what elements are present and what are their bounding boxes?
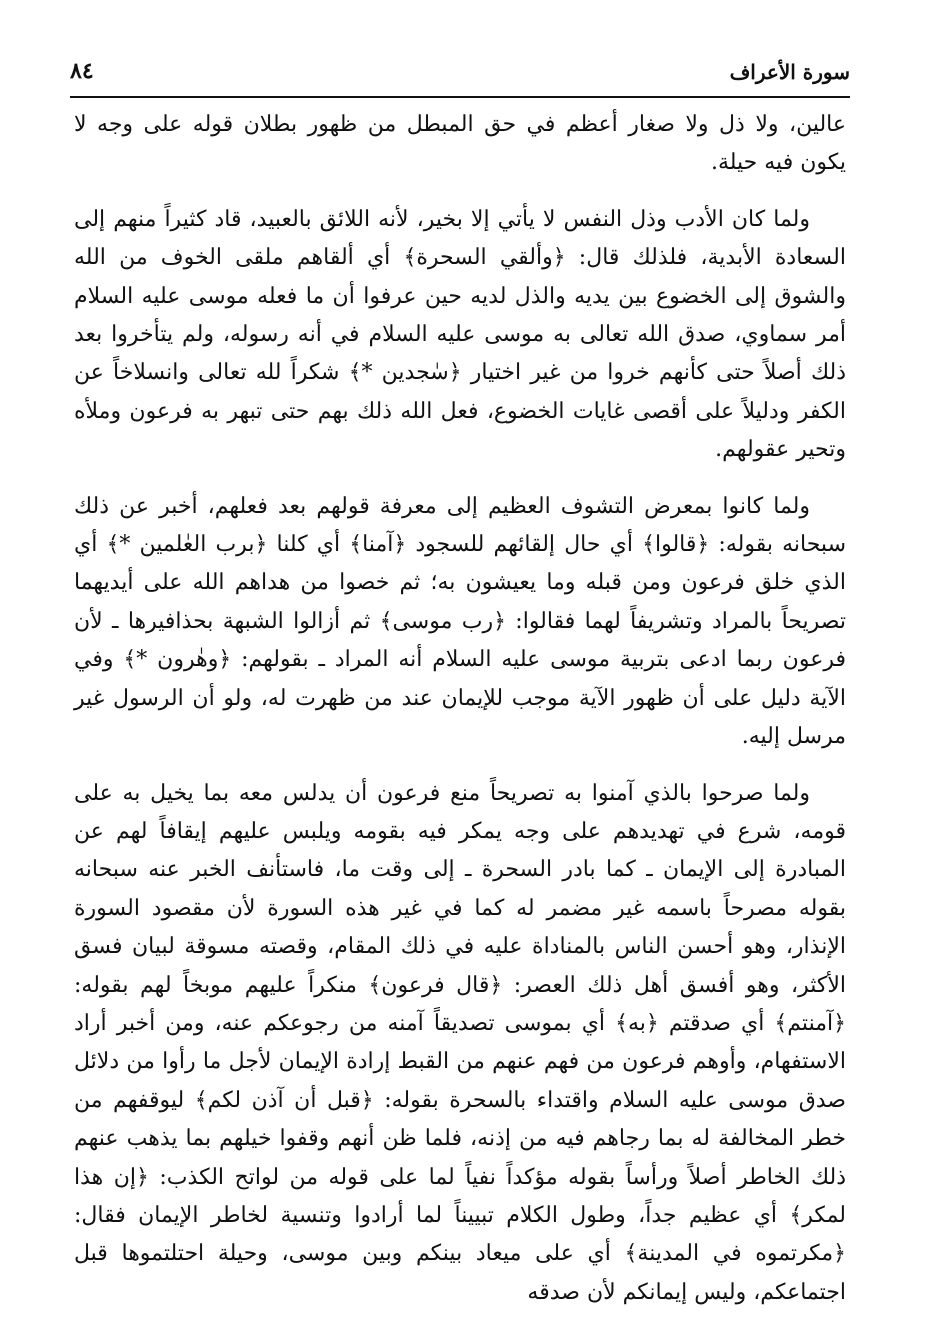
- paragraph: ولما كانوا بمعرض التشوف العظيم إلى معرفة قولهم بعد فعلهم، أخبر عن ذلك سبحانه بقوله: ﴿قالوا﴾ أي حال إلقائهم للسجود ﴿آمنا﴾ أي كلنا ﴿برب العٰلمين *﴾ أي الذي خلق فرعون ومن قبله وما يعيشون به؛ ثم خصوا من هداهم الله على أيديهما تصريحاً بالمراد وتشريفاً لهما فقالوا: ﴿رب موسى﴾ ثم أزالوا الشبهة بحذافيرها ـ لأن فرعون ربما ادعى بتربية موسى عليه السلام أنه المراد ـ بقولهم: ﴿وهٰرون *﴾ وفي الآية دليل على أن ظهور الآية موجب للإيمان عند من ظهرت له، ولو أن الرسول غير مرسل إليه.: [74, 493, 846, 750]
- surah-name: سورة الأعراف: [729, 60, 850, 84]
- tafsir-text: [74, 106, 846, 1312]
- paragraph: ولما كان الأدب وذل النفس لا يأتي إلا بخير، لأنه اللائق بالعبيد، قاد كثيراً منهم إلى السعادة الأبدية، فلذلك قال: ﴿وألقي السحرة﴾ أي ألقاهم ملقى الخوف من الله والشوق إلى الخضوع بين يديه والذل لديه حين عرفوا أن ما فعله موسى عليه السلام أمر سماوي، صدق الله تعالى به موسى عليه السلام في أنه رسوله، ولم يتأخروا بعد ذلك أصلاً حتى كأنهم خروا من غير اختيار ﴿سٰجدين *﴾ شكراً لله تعالى وانسلاخاً عن الكفر ودليلاً على أقصى غايات الخضوع، فعل الله ذلك بهم حتى تبهر به فرعون وملأه وتحير عقولهم.: [74, 206, 846, 463]
- paragraph: ولما صرحوا بالذي آمنوا به تصريحاً منع فرعون أن يدلس معه بما يخيل به على قومه، شرع في تهديدهم على وجه يمكر فيه بقومه ويلبس عليهم إيقافاً لهم عن المبادرة إلى الإيمان ـ كما بادر السحرة ـ إلى وقت ما، فاستأنف الخبر عنه سبحانه بقوله مصرحاً باسمه غير مضمر له كما في غير هذه السورة لأن مقصود السورة الإنذار، وهو أحسن الناس بالمناداة عليه في ذلك المقام، وقصته مسوقة لبيان فسق الأكثر، وهو أفسق أهل ذلك العصر: ﴿قال فرعون﴾ منكراً عليهم موبخاً لهم بقوله: ﴿آمنتم﴾ أي صدقتم ﴿به﴾ أي بموسى تصديقاً آمنه من رجوعكم عنه، ومن أخبر أراد الاستفهام، وأوهم فرعون من فهم عنهم من القبط إرادة الإيمان لأجل ما رأوا من دلائل صدق موسى عليه السلام واقتداء بالسحرة بقوله: ﴿قبل أن آذن لكم﴾ ليوقفهم من خطر المخالفة له بما رجاهم فيه من إذنه، فلما ظن أنهم وقفوا خيلهم بما يذهب عنهم ذلك الخاطر أصلاً ورأساً بقوله مؤكداً نفياً لما على قوله من لواتح الكذب: ﴿إن هذا لمكر﴾ أي عظيم جداً، وطول الكلام تبييناً لما أرادوا وتنسية لخاطر الإيمان فقال: ﴿مكرتموه في المدينة﴾ أي على ميعاد بينكم وبين موسى، وحيلة احتلتموها قبل اجتماعكم، وليس إيمانكم لأن صدقه: [74, 780, 846, 1305]
- paragraph: عالين، ولا ذل ولا صغار أعظم في حق المبطل من ظهور بطلان قوله على وجه لا يكون فيه حيلة.: [74, 112, 846, 176]
- page-number: ٨٤: [70, 58, 94, 84]
- page-header: [70, 52, 850, 98]
